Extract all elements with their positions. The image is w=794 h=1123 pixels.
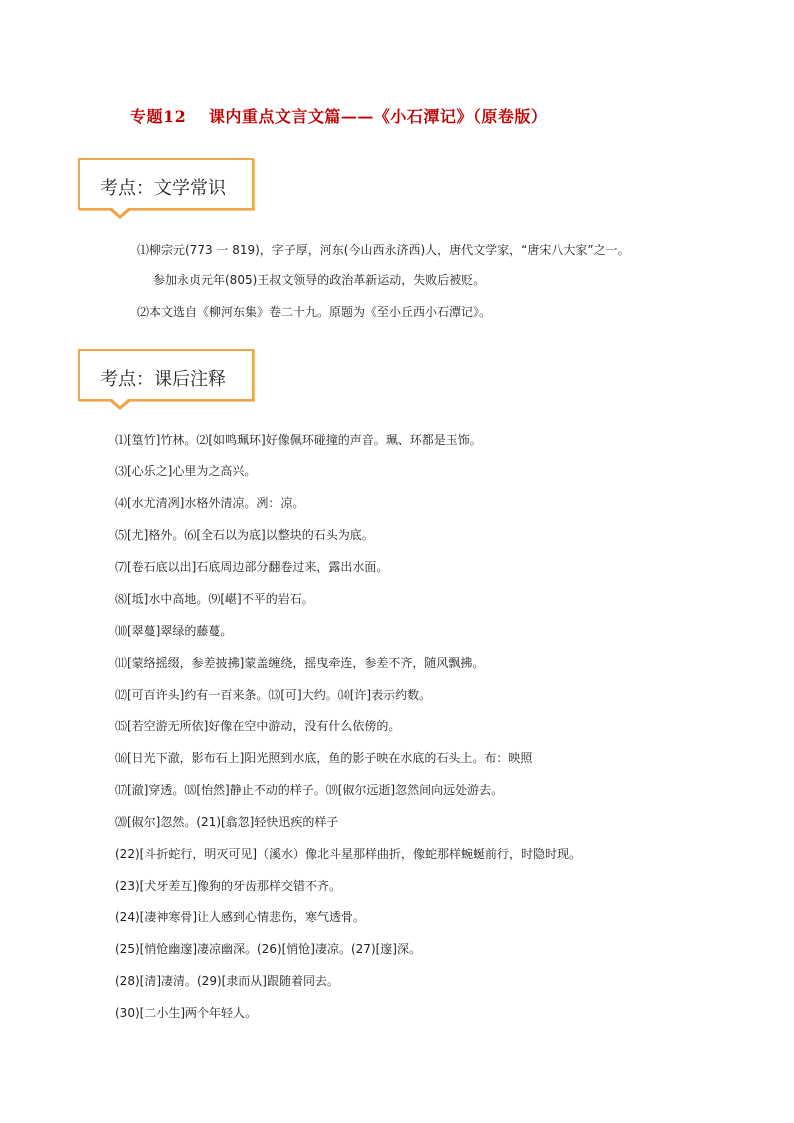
- note-item: ⑾[蒙络摇缀，参差披拂]蒙盖缠绕，摇曳牵连，参差不齐，随风飘拂。: [115, 656, 485, 670]
- literature-line-2: 参加永贞元年(805)王叔文领导的政治革新运动，失败后被贬。: [153, 273, 486, 287]
- note-item: ⑴[篁竹]竹林。⑵[如鸣珮环]好像佩环碰撞的声音。珮、环都是玉饰。: [115, 433, 482, 447]
- note-item: ⑷[水尤清冽]水格外清凉。冽：凉。: [115, 496, 305, 510]
- note-item: ⑽[翠蔓]翠绿的藤蔓。: [115, 624, 233, 638]
- note-item: ⒇[俶尔]忽然。(21)[翕忽]轻快迅疾的样子: [115, 815, 339, 829]
- page-title: 专题12 课内重点文言文篇——《小石潭记》（原卷版）: [130, 107, 548, 126]
- note-item: ⑸[尤]格外。⑹[全石以为底]以整块的石头为底。: [115, 528, 374, 542]
- note-item: ⒃[日光下澈，影布石上]阳光照到水底，鱼的影子映在水底的石头上。布：映照: [115, 751, 533, 765]
- section-heading-label: 考点：文学常识: [100, 178, 226, 199]
- note-item: (22)[斗折蛇行，明灭可见]（溪水）像北斗星那样曲折，像蛇那样蜿蜒前行，时隐时现。: [115, 847, 581, 861]
- note-item: ⑺[卷石底以出]石底周边部分翻卷过来，露出水面。: [115, 560, 389, 574]
- note-item: (28)[清]凄清。(29)[隶而从]跟随着同去。: [115, 974, 339, 988]
- section-heading-label: 考点：课后注释: [100, 369, 226, 390]
- section-heading-literature: [78, 158, 254, 210]
- note-item: (30)[二小生]两个年轻人。: [115, 1006, 257, 1020]
- note-item: ⑶[心乐之]心里为之高兴。: [115, 464, 257, 478]
- note-item: ⑿[可百许头]约有一百来条。⒀[可]大约。⒁[许]表示约数。: [115, 688, 432, 702]
- section-heading-notes: [78, 349, 254, 401]
- literature-line-1: ⑴柳宗元(773 一 819)，字子厚，河东(今山西永济西)人，唐代文学家，“唐宋八大家”之一。: [137, 243, 630, 257]
- note-item: ⒄[澈]穿透。⒅[怡然]静止不动的样子。⒆[俶尔远逝]忽然间向远处游去。: [115, 783, 504, 797]
- literature-line-3: ⑵本文选自《柳河东集》卷二十九。原题为《至小丘西小石潭记》。: [137, 305, 492, 319]
- note-item: (25)[悄怆幽邃]凄凉幽深。(26)[悄怆]凄凉。(27)[邃]深。: [115, 942, 421, 956]
- note-item: ⑻[坻]水中高地。⑼[嵁]不平的岩石。: [115, 592, 314, 606]
- note-item: (23)[犬牙差互]像狗的牙齿那样交错不齐。: [115, 879, 341, 893]
- note-item: ⒂[若空游无所依]好像在空中游动，没有什么依傍的。: [115, 719, 401, 733]
- note-item: (24)[凄神寒骨]让人感到心情悲伤，寒气透骨。: [115, 910, 365, 924]
